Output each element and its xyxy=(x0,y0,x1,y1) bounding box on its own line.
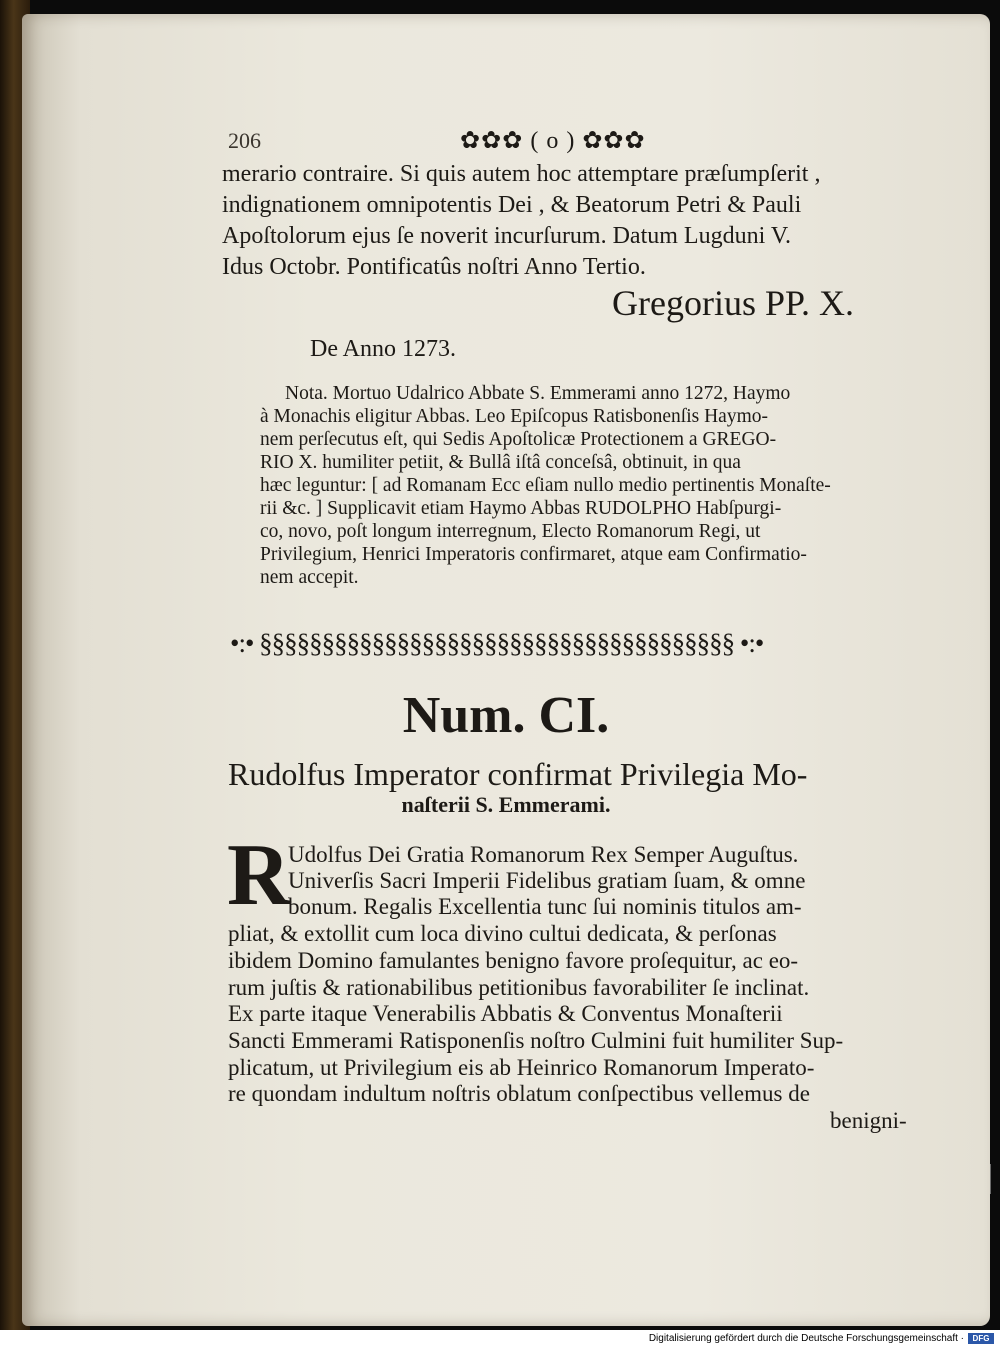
section-title-line-2: naſterii S. Emmerami. xyxy=(401,792,611,817)
header-ornament: ✿✿✿ ( o ) ✿✿✿ xyxy=(460,128,646,154)
top-paragraph-line: indignationem omnipotentis Dei , & Beatorum Petri & Pauli xyxy=(222,192,802,218)
papal-signature: Gregorius PP. X. xyxy=(612,283,855,323)
body-line: Univerſis Sacri Imperii Fidelibus gratiam ſuam, & omne xyxy=(288,868,806,893)
catchword: benigni- xyxy=(830,1108,907,1133)
note-line: rii &c. ] Supplicavit etiam Haymo Abbas RUDOLPHO Habſpurgi- xyxy=(260,498,782,519)
body-line: ibidem Domino famulantes benigno favore proſequitur, ac eo- xyxy=(228,948,799,973)
body-line: Udolfus Dei Gratia Romanorum Rex Semper Auguſtus. xyxy=(288,842,799,867)
note-line: hæc leguntur: [ ad Romanam Ecc eſiam nullo medio pertinentis Monaſte- xyxy=(260,475,831,496)
section-title-line-1: Rudolfus Imperator confirmat Privilegia Mo- xyxy=(228,756,808,792)
ornamental-separator: •:• §§§§§§§§§§§§§§§§§§§§§§§§§§§§§§§§§§§§§§ •:• xyxy=(230,628,764,658)
body-line: Sancti Emmerami Ratisponenſis noſtro Culmini fuit humiliter Sup- xyxy=(228,1028,844,1053)
footer-credit: Digitalisierung gefördert durch die Deutsche Forschungsgemeinschaft · xyxy=(648,1333,964,1344)
scanned-page xyxy=(22,14,990,1326)
body-line: pliat, & extollit cum loca divino cultui dedicata, & perſonas xyxy=(228,921,777,946)
note-line: RIO X. humiliter petiit, & Bullâ iſtâ conceſsâ, obtinuit, in qua xyxy=(260,452,741,473)
page-text xyxy=(22,14,990,1326)
note-line: à Monachis eligitur Abbas. Leo Epiſcopus Ratisbonenſis Haymo- xyxy=(260,406,768,427)
section-number: Num. CI. xyxy=(402,687,610,744)
note-line: nem perſecutus eſt, qui Sedis Apoſtolicæ Protectionem a GREGO- xyxy=(260,429,777,450)
note-line: co, novo, poſt longum interregnum, Electo Romanorum Regi, ut xyxy=(260,521,761,542)
body-line: Ex parte itaque Venerabilis Abbatis & Conventus Monaſterii xyxy=(228,1001,783,1026)
page-number: 206 xyxy=(228,128,261,153)
page-mark xyxy=(990,1164,997,1194)
body-line: bonum. Regalis Excellentia tunc ſui nominis titulos am- xyxy=(288,894,802,919)
dfg-logo: DFG xyxy=(968,1333,994,1344)
body-line: plicatum, ut Privilegium eis ab Heinrico Romanorum Imperato- xyxy=(228,1055,815,1080)
digitization-footer xyxy=(0,1330,1000,1347)
top-paragraph-line: merario contraire. Si quis autem hoc attemptare præſumpſerit , xyxy=(222,161,821,187)
year-line: De Anno 1273. xyxy=(310,336,456,362)
note-line: Privilegium, Henrici Imperatoris confirmaret, atque eam Confirmatio- xyxy=(260,544,807,565)
note-line: nem accepit. xyxy=(260,567,359,588)
drop-initial: R xyxy=(227,827,291,924)
body-line: re quondam indultum noſtris oblatum conſpectibus vellemus de xyxy=(228,1081,810,1106)
note-line: Nota. Mortuo Udalrico Abbate S. Emmerami anno 1272, Haymo xyxy=(285,383,791,404)
body-line: rum juſtis & rationabilibus petitionibus favorabiliter ſe inclinat. xyxy=(228,975,810,1000)
top-paragraph-line: Idus Octobr. Pontificatûs noſtri Anno Tertio. xyxy=(222,254,646,280)
top-paragraph-line: Apoſtolorum ejus ſe noverit incurſurum. Datum Lugduni V. xyxy=(222,223,792,249)
